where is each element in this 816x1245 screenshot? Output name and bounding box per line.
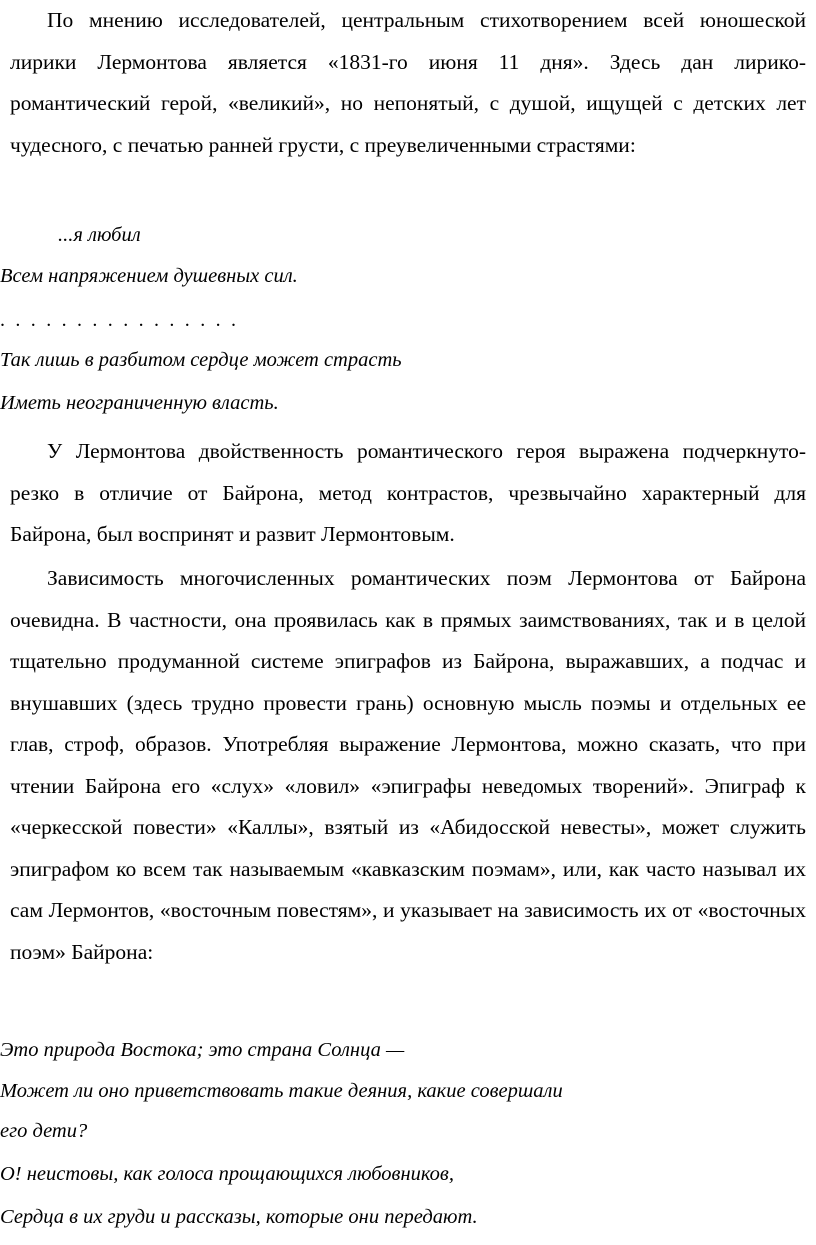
quote2-line4: О! неистовы, как голоса прощающихся любовников, [0,1163,454,1185]
quote2-line3: его дети? [0,1120,88,1142]
quote1-ellipsis: ................ [0,309,247,331]
paragraph-intro: По мнению исследователей, центральным стихотворением всей юношеской лирики Лермонтова является «1831-го июня 11 дня». Здесь дан лирико-романтический герой, «великий», но непонятый, с душой, ищущей с детских лет чудесного, с печатью ранней грусти, с преувеличенными страстями: [10,8,806,157]
quote2-line1: Это природа Востока; это страна Солнца — [0,1039,405,1061]
paragraph-duality: У Лермонтова двойственность романтического героя выражена подчеркнуто-резко в отличие от Байрона, метод контрастов, чрезвычайно характерный для Байрона, был воспринят и развит Лермонтовым. [10,439,806,546]
paragraph-dependence: Зависимость многочисленных романтических поэм Лермонтова от Байрона очевидна. В частности, она проявилась как в прямых заимствованиях, так и в целой тщательно продуманной системе эпиграфов из Байрона, выражавших, а подчас и внушавших (здесь трудно провести грань) основную мысль поэмы и отдельных ее глав, строф, образов. Употребляя выражение Лермонтова, можно сказать, что при чтении Байрона его «слух» «ловил» «эпиграфы неведомых творений». Эпиграф к «черкесской повести» «Каллы», взятый из «Абидосской невесты», может служить эпиграфом ко всем так называемым «кавказским поэмам», или, как часто называл их сам Лермонтов, «восточным повестям», и указывает на зависимость их от «восточных поэм» Байрона: [10,566,806,964]
quote1-line2: Всем напряжением душевных сил. [0,265,298,287]
quote1-line1: ...я любил [58,224,141,246]
quote1-line3: Так лишь в разбитом сердце может страсть [0,349,402,371]
quote2-line2: Может ли оно приветствовать такие деяния, какие совершали [0,1080,563,1102]
quote2-line5: Сердца в их груди и рассказы, которые они передают. [0,1206,478,1228]
quote1-line4: Иметь неограниченную власть. [0,392,279,414]
